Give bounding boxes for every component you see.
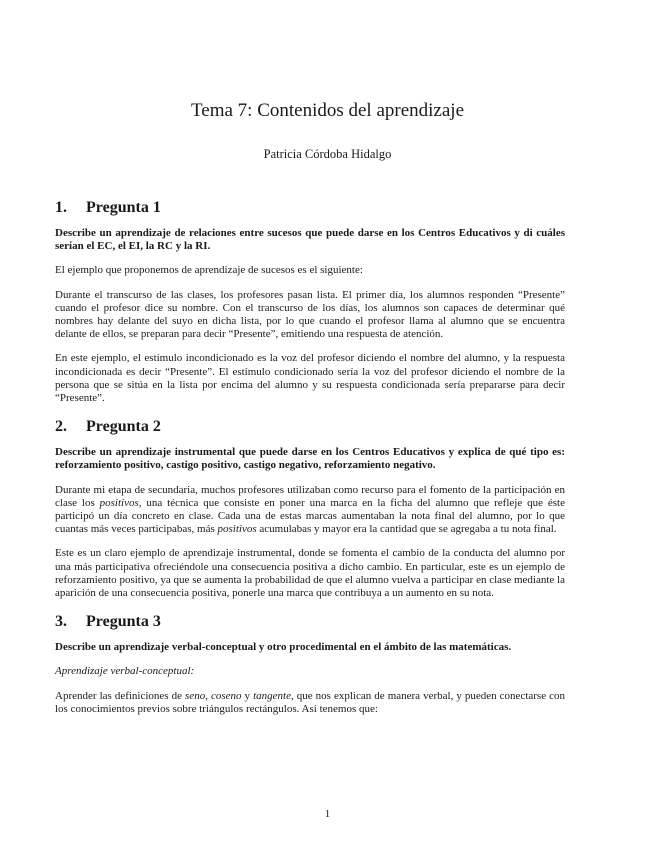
page-number: 1 [324, 808, 331, 820]
document-author: Patricia Córdoba Hidalgo [263, 147, 392, 161]
section-3 [55, 612, 565, 716]
document-body [55, 198, 565, 728]
emphasis-coseno: coseno [210, 689, 242, 702]
paragraph [55, 690, 565, 716]
section-title: Pregunta 3 [86, 613, 161, 631]
document-title: Tema 7: Contenidos del aprendizaje [190, 100, 465, 121]
section-heading [55, 612, 565, 632]
section-2 [55, 417, 565, 600]
section-number: 2. [55, 418, 67, 436]
question-text: Describe un aprendizaje instrumental que puede darse en los Centros Educativos y explica de qué tipo es: reforzamiento positivo, castigo positivo, castigo negativo, reforzamiento negativo. [55, 446, 565, 472]
paragraph: Durante el transcurso de las clases, los profesores pasan lista. El primer día, los alumnos responden “Presente” cuando el profesor dice su nombre. Con el transcurso de los días, los alumnos son capaces de determinar qué nombres hay delante del suyo en dicha lista, por lo que cuando el profesor llama al alumno que se encuentra delante de ellos, se preparan para decir “Presente”, emitiendo una respuesta de atención. [55, 288, 565, 341]
section-1 [55, 198, 565, 405]
emphasis-positivos: positivos [99, 496, 139, 509]
subheading [55, 665, 565, 678]
section-number: 1. [55, 199, 67, 216]
text-run: y [241, 689, 254, 702]
paragraph: En este ejemplo, el estímulo incondicionado es la voz del profesor diciendo el nombre del alumno, y la respuesta incondicionada es decir “Presente”. El estímulo condicionado sería la voz del profesor diciendo el nombre de la persona que se sitúa en la lista por encima del alumno y su respuesta condicionada sería prepararse para decir “Presente”. [55, 352, 565, 405]
section-heading [55, 417, 565, 437]
section-number: 3. [55, 613, 67, 631]
emphasis-tangente: tangente [253, 689, 291, 702]
question-text: Describe un aprendizaje verbal-conceptual y otro procedimental en el ámbito de las matemáticas. [55, 641, 512, 654]
text-run: Aprender las definiciones de [55, 689, 186, 702]
text-run: Durante mi etapa de secundaria, muchos profesores utilizaban como recurso para el fomento de la participación en clase los [55, 483, 565, 509]
paragraph: Este es un claro ejemplo de aprendizaje instrumental, donde se fomenta el cambio de la conducta del alumno por una más participativa ofreciéndole una consecuencia positiva a dicho cambio. En particular, este es un ejemplo de reforzamiento positivo, ya que se aumenta la probabilidad de que el alumno vuelva a participar en clase mediante la aparición de una consecuencia positiva, ponerle una marca que contribuya a un aumento en su nota. [55, 547, 565, 600]
question-text: Describe un aprendizaje de relaciones entre sucesos que puede darse en los Centros Educativos y di cuáles serían el EC, el EI, la RC y la RI. [55, 227, 565, 253]
text-run: acumulabas y mayor era la cantidad que se agregaba a tu nota final. [256, 523, 557, 536]
section-heading [55, 198, 565, 218]
section-title: Pregunta 2 [86, 418, 161, 436]
subheading-text: Aprendizaje verbal-conceptual: [55, 665, 195, 678]
text-run: , [205, 689, 211, 702]
paragraph: El ejemplo que proponemos de aprendizaje de sucesos es el siguiente: [55, 264, 363, 277]
text-run: , una técnica que consiste en poner una marca en la ficha del alumno que refleje que éste participó un día concreto en clase. Cada una de estas marcas aumentaban la nota final del alumno, por lo que cuantas más veces participabas, más [55, 496, 565, 536]
emphasis-seno: seno [185, 689, 206, 702]
text-run: , que nos explican de manera verbal, y pueden conectarse con los conocimientos previos sobre triángulos rectángulos. Así tenemos que: [55, 689, 566, 715]
paragraph [55, 484, 565, 537]
emphasis-positivos: positivos [217, 523, 257, 536]
section-title: Pregunta 1 [86, 199, 161, 216]
